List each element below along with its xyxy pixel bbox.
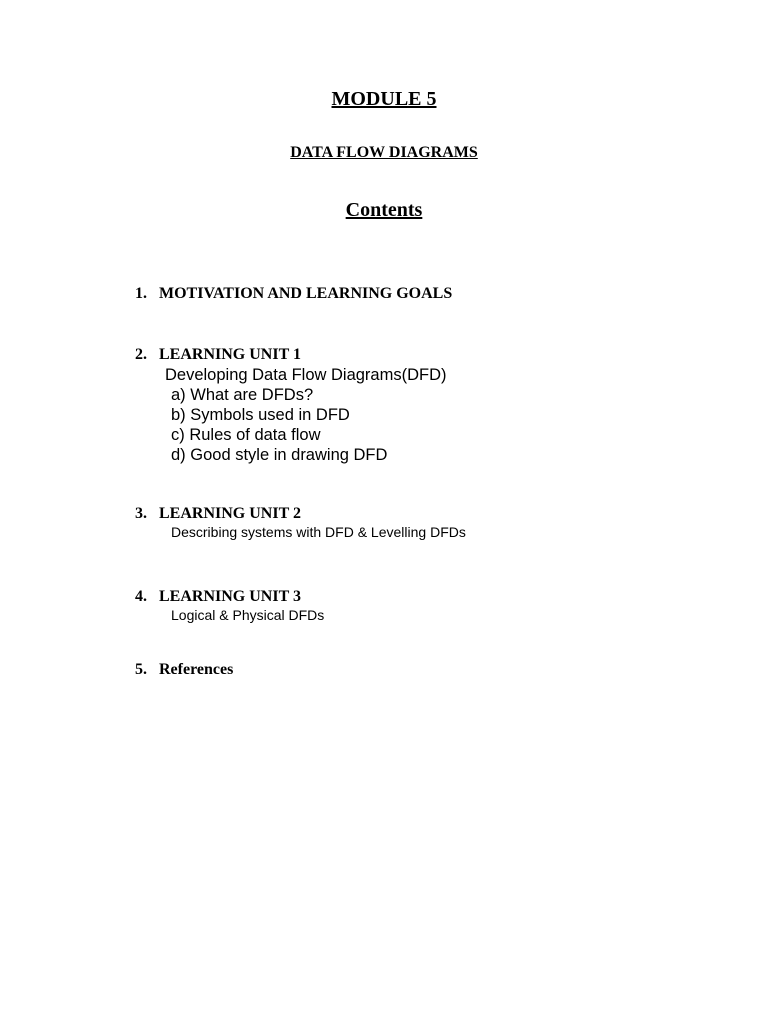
subject-title: DATA FLOW DIAGRAMS xyxy=(290,144,478,161)
toc-item-4 xyxy=(135,588,301,606)
toc-item-1-number: 1. xyxy=(135,285,147,302)
toc-item-5-number: 5. xyxy=(135,661,147,678)
toc-item-3-subtitle: Describing systems with DFD & Levelling DFDs xyxy=(171,524,466,540)
toc-item-2-subitem: a) What are DFDs? xyxy=(171,386,314,404)
toc-item-5-title: References xyxy=(159,661,234,678)
toc-item-1-title: MOTIVATION AND LEARNING GOALS xyxy=(159,285,453,302)
toc-item-3-number: 3. xyxy=(135,505,147,522)
toc-item-4-number: 4. xyxy=(135,588,147,605)
toc-item-2-number: 2. xyxy=(135,346,147,363)
module-title: MODULE 5 xyxy=(331,88,437,110)
toc-item-2-subtitle: Developing Data Flow Diagrams(DFD) xyxy=(165,366,447,384)
contents-title: Contents xyxy=(345,199,423,221)
toc-item-2-subitem: d) Good style in drawing DFD xyxy=(171,446,388,464)
toc-item-2-subitem: b) Symbols used in DFD xyxy=(171,406,350,424)
toc-item-3 xyxy=(135,505,301,523)
toc-item-4-subtitle: Logical & Physical DFDs xyxy=(171,607,325,623)
toc-item-2 xyxy=(135,346,301,364)
toc-item-3-title: LEARNING UNIT 2 xyxy=(159,505,301,522)
toc-item-2-title: LEARNING UNIT 1 xyxy=(159,346,301,363)
toc-item-2-subitem: c) Rules of data flow xyxy=(171,426,321,444)
toc-item-5 xyxy=(135,661,233,679)
toc-item-4-title: LEARNING UNIT 3 xyxy=(159,588,301,605)
toc-item-1 xyxy=(135,285,452,303)
